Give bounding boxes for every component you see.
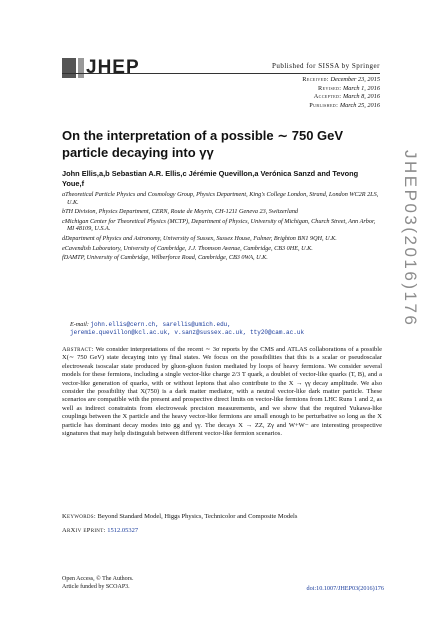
keywords-value: Beyond Standard Model, Higgs Physics, Technicolor and Composite Models bbox=[97, 513, 298, 520]
arxiv-link[interactable]: 1512.05327 bbox=[107, 527, 139, 534]
affiliation-a: aTheoretical Particle Physics and Cosmology Group, Physics Department, King's College London, Strand, London WC2R 2LS, U.K. bbox=[62, 191, 379, 206]
logo-text: JHEP bbox=[86, 57, 140, 78]
affiliations bbox=[62, 191, 382, 264]
email-addresses-1[interactable]: john.ellis@cern.ch, sarellis@umich.edu, bbox=[90, 321, 231, 328]
side-stamp-text: JHEP03(2016)176 bbox=[401, 150, 420, 328]
email-addresses-2[interactable]: jeremie.quevillon@kcl.ac.uk, v.sanz@sussex.ac.uk, tty20@cam.ac.uk bbox=[70, 329, 305, 336]
affiliation-f: fDAMTP, University of Cambridge, Wilberforce Road, Cambridge, CB3 0WA, U.K. bbox=[62, 254, 268, 262]
arxiv-eprint bbox=[62, 527, 382, 534]
dates-block bbox=[250, 76, 380, 110]
abstract-text: We consider interpretations of the recent ∼ 3σ reports by the CMS and ATLAS collaborations of a possible X(∼ 750 GeV) state decaying into γγ final states. We focus on the possibilities that this is a scalar or pseudoscalar electroweak isoscalar state produced by gluon-gluon fusion mediated by loops of heavy fermions. We consider several models for these fermions, including a single vector-like charge 2/3 T quark, a doublet of vector-like quarks (T, B), and a vector-like generation of quarks, with or without leptons that also contribute to the X → γγ decay amplitude. We also consider the possibility that X(750) is a dark matter mediator, with a neutral vector-like dark matter particle. These scenarios are compatible with the present and prospective direct limits on vector-like fermions from LHC Runs 1 and 2, as well as indirect constraints from electroweak precision measurements, and we show that the required Yukawa-like couplings between the X particle and the heavy vector-like fermions are small enough to be perturbative so long as the X particle has dominant decay modes into gg and γγ. The decays X → ZZ, Zγ and W+W− are interesting prospective signatures that may help distinguish between different vector-like fermion scenarios. bbox=[62, 346, 382, 438]
paper-title: On the interpretation of a possible ∼ 750 GeV particle decaying into γγ bbox=[62, 128, 344, 160]
email-label: E-mail: bbox=[70, 321, 89, 328]
affiliation-e: eCavendish Laboratory, University of Cambridge, J.J. Thomson Avenue, Cambridge, CB3 0HE, U.K. bbox=[62, 244, 313, 252]
keywords bbox=[62, 513, 382, 520]
affiliation-c: cMichigan Center for Theoretical Physics (MCTP), Department of Physics, University of Michigan, Church Street, Ann Arbor, MI 48109, U.S.A. bbox=[62, 217, 376, 233]
funding-note: Article funded by SCOAP3. bbox=[62, 584, 130, 590]
arxiv-label: ArXiv ePrint: bbox=[62, 527, 106, 534]
logo-mark-secondary bbox=[78, 58, 84, 78]
doi-link[interactable]: doi:10.1007/JHEP03(2016)176 bbox=[306, 585, 384, 592]
keywords-label: Keywords: bbox=[62, 513, 96, 520]
author-list: John Ellis,a,b Sebastian A.R. Ellis,c Jérémie Quevillon,a Verónica Sanzd and Tevong Youe,f bbox=[62, 169, 359, 188]
footer-license bbox=[62, 575, 202, 591]
open-access-note: Open Access, © The Authors. bbox=[62, 576, 134, 582]
logo-mark bbox=[62, 58, 76, 78]
journal-logo bbox=[62, 58, 142, 78]
side-stamp bbox=[402, 150, 424, 570]
affiliation-d: dDepartment of Physics and Astronomy, University of Sussex, Sussex House, Falmer, Brighton BN1 9QH, U.K. bbox=[62, 234, 337, 242]
affiliation-b: bTH Division, Physics Department, CERN, Route de Meyrin, CH-1211 Geneva 23, Switzerland bbox=[62, 208, 299, 216]
date-revised: Revised: March 1, 2016 bbox=[318, 84, 380, 92]
abstract bbox=[62, 346, 382, 438]
email-block bbox=[70, 321, 380, 337]
header-rule bbox=[62, 73, 380, 74]
date-received: Received: December 23, 2015 bbox=[302, 76, 380, 83]
published-for-line: Published for SISSA by Springer bbox=[271, 62, 380, 70]
abstract-label: Abstract: bbox=[62, 346, 94, 353]
date-accepted: Accepted: March 8, 2016 bbox=[313, 93, 380, 100]
date-published: Published: March 25, 2016 bbox=[309, 101, 380, 109]
